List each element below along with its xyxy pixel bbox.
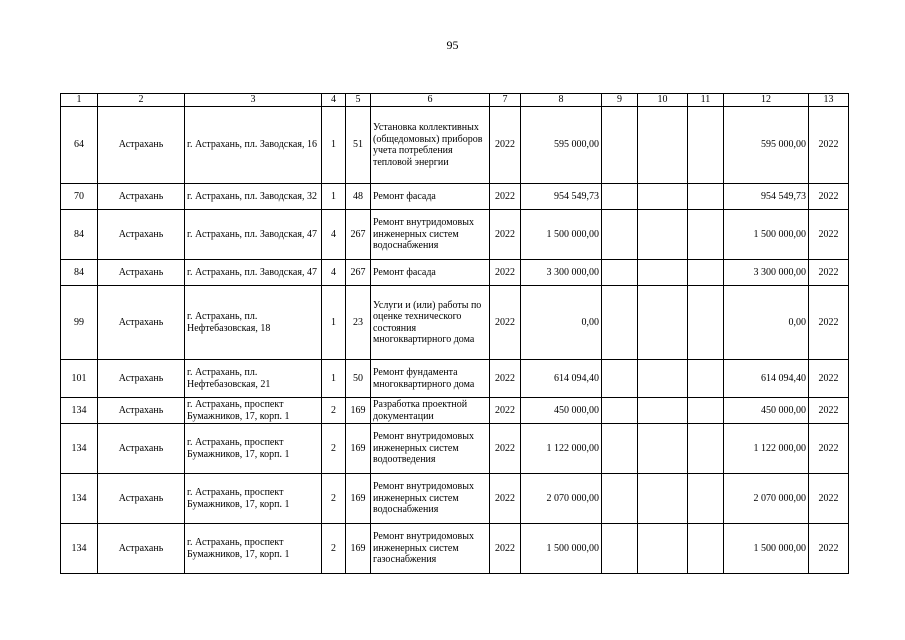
- cell-year: 2022: [490, 286, 521, 360]
- table-row: [61, 210, 849, 260]
- cell-col4: 2: [322, 524, 346, 574]
- cell-city: Астрахань: [98, 286, 185, 360]
- cell-city: Астрахань: [98, 107, 185, 184]
- cell-col13-year: 2022: [809, 474, 849, 524]
- cell-col10: [638, 107, 688, 184]
- table-row: [61, 360, 849, 398]
- cell-col11: [688, 210, 724, 260]
- cell-col5: 267: [346, 210, 371, 260]
- column-header-6: 6: [371, 94, 490, 107]
- cell-col11: [688, 360, 724, 398]
- cell-col13-year: 2022: [809, 210, 849, 260]
- cell-number: 64: [61, 107, 98, 184]
- cell-col11: [688, 260, 724, 286]
- cell-col10: [638, 210, 688, 260]
- cell-col5: 48: [346, 184, 371, 210]
- column-header-10: 10: [638, 94, 688, 107]
- column-header-3: 3: [185, 94, 322, 107]
- cell-col9: [602, 424, 638, 474]
- cell-number: 134: [61, 474, 98, 524]
- cell-address: г. Астрахань, пл. Заводская, 47: [185, 260, 322, 286]
- cell-number: 134: [61, 398, 98, 424]
- cell-address: г. Астрахань, пл. Заводская, 16: [185, 107, 322, 184]
- cell-total-cost: 1 122 000,00: [521, 424, 602, 474]
- cell-total-cost: 2 070 000,00: [521, 474, 602, 524]
- table-row: [61, 107, 849, 184]
- cell-col11: [688, 286, 724, 360]
- cell-col4: 1: [322, 184, 346, 210]
- cell-col11: [688, 184, 724, 210]
- cell-col5: 169: [346, 424, 371, 474]
- cell-col12-cost: 2 070 000,00: [724, 474, 809, 524]
- cell-col5: 267: [346, 260, 371, 286]
- cell-city: Астрахань: [98, 184, 185, 210]
- cell-address: г. Астрахань, пл. Нефтебазовская, 21: [185, 360, 322, 398]
- cell-col11: [688, 107, 724, 184]
- cell-city: Астрахань: [98, 424, 185, 474]
- cell-col13-year: 2022: [809, 360, 849, 398]
- cell-work-type: Ремонт внутридомовых инженерных систем водоснабжения: [371, 210, 490, 260]
- cell-total-cost: 3 300 000,00: [521, 260, 602, 286]
- table-row: [61, 286, 849, 360]
- column-header-7: 7: [490, 94, 521, 107]
- cell-address: г. Астрахань, проспект Бумажников, 17, корп. 1: [185, 424, 322, 474]
- column-header-5: 5: [346, 94, 371, 107]
- cell-col12-cost: 595 000,00: [724, 107, 809, 184]
- cell-work-type: Ремонт фундамента многоквартирного дома: [371, 360, 490, 398]
- cell-col10: [638, 474, 688, 524]
- cell-col9: [602, 398, 638, 424]
- cell-total-cost: 614 094,40: [521, 360, 602, 398]
- cell-col10: [638, 424, 688, 474]
- column-header-4: 4: [322, 94, 346, 107]
- cell-work-type: Установка коллективных (общедомовых) приборов учета потребления тепловой энергии: [371, 107, 490, 184]
- column-header-2: 2: [98, 94, 185, 107]
- cell-number: 134: [61, 424, 98, 474]
- cell-col9: [602, 474, 638, 524]
- cell-number: 84: [61, 260, 98, 286]
- cell-year: 2022: [490, 424, 521, 474]
- column-header-13: 13: [809, 94, 849, 107]
- cell-col4: 1: [322, 107, 346, 184]
- table-row: [61, 424, 849, 474]
- cell-col12-cost: 450 000,00: [724, 398, 809, 424]
- cell-total-cost: 954 549,73: [521, 184, 602, 210]
- column-header-12: 12: [724, 94, 809, 107]
- cell-col5: 169: [346, 524, 371, 574]
- cell-address: г. Астрахань, пл. Нефтебазовская, 18: [185, 286, 322, 360]
- cell-col4: 4: [322, 260, 346, 286]
- cell-address: г. Астрахань, пл. Заводская, 32: [185, 184, 322, 210]
- cell-work-type: Ремонт внутридомовых инженерных систем газоснабжения: [371, 524, 490, 574]
- cell-col10: [638, 286, 688, 360]
- cell-address: г. Астрахань, проспект Бумажников, 17, корп. 1: [185, 474, 322, 524]
- cell-work-type: Разработка проектной документации: [371, 398, 490, 424]
- cell-col9: [602, 286, 638, 360]
- cell-col12-cost: 1 500 000,00: [724, 524, 809, 574]
- cell-col13-year: 2022: [809, 286, 849, 360]
- cell-city: Астрахань: [98, 398, 185, 424]
- cell-col4: 2: [322, 398, 346, 424]
- cell-col4: 4: [322, 210, 346, 260]
- cell-total-cost: 450 000,00: [521, 398, 602, 424]
- cell-col13-year: 2022: [809, 524, 849, 574]
- cell-col10: [638, 184, 688, 210]
- cell-col5: 23: [346, 286, 371, 360]
- cell-number: 134: [61, 524, 98, 574]
- cell-col11: [688, 524, 724, 574]
- cell-col4: 2: [322, 474, 346, 524]
- cell-city: Астрахань: [98, 360, 185, 398]
- cell-col9: [602, 107, 638, 184]
- cell-total-cost: 0,00: [521, 286, 602, 360]
- cell-col10: [638, 260, 688, 286]
- cell-year: 2022: [490, 398, 521, 424]
- cell-col9: [602, 524, 638, 574]
- column-header-11: 11: [688, 94, 724, 107]
- cell-col10: [638, 398, 688, 424]
- cell-col9: [602, 260, 638, 286]
- cell-col5: 51: [346, 107, 371, 184]
- cell-col10: [638, 360, 688, 398]
- cell-col13-year: 2022: [809, 424, 849, 474]
- cell-col11: [688, 424, 724, 474]
- cell-city: Астрахань: [98, 210, 185, 260]
- cell-col5: 169: [346, 474, 371, 524]
- cell-city: Астрахань: [98, 260, 185, 286]
- column-header-9: 9: [602, 94, 638, 107]
- cell-col12-cost: 1 500 000,00: [724, 210, 809, 260]
- cell-col9: [602, 210, 638, 260]
- column-number-row: [61, 94, 849, 107]
- registry-table: [60, 93, 849, 574]
- cell-col9: [602, 360, 638, 398]
- cell-year: 2022: [490, 210, 521, 260]
- cell-col13-year: 2022: [809, 398, 849, 424]
- cell-col12-cost: 3 300 000,00: [724, 260, 809, 286]
- cell-year: 2022: [490, 524, 521, 574]
- column-header-1: 1: [61, 94, 98, 107]
- page-number: 95: [446, 38, 459, 52]
- cell-col5: 50: [346, 360, 371, 398]
- cell-number: 101: [61, 360, 98, 398]
- cell-col4: 1: [322, 286, 346, 360]
- table-row: [61, 524, 849, 574]
- cell-col5: 169: [346, 398, 371, 424]
- cell-number: 99: [61, 286, 98, 360]
- cell-col13-year: 2022: [809, 107, 849, 184]
- cell-col11: [688, 398, 724, 424]
- cell-work-type: Услуги и (или) работы по оценке технического состояния многоквартирного дома: [371, 286, 490, 360]
- cell-year: 2022: [490, 107, 521, 184]
- cell-year: 2022: [490, 474, 521, 524]
- table-row: [61, 398, 849, 424]
- cell-total-cost: 595 000,00: [521, 107, 602, 184]
- cell-col12-cost: 954 549,73: [724, 184, 809, 210]
- column-header-8: 8: [521, 94, 602, 107]
- cell-work-type: Ремонт внутридомовых инженерных систем водоотведения: [371, 424, 490, 474]
- cell-address: г. Астрахань, проспект Бумажников, 17, корп. 1: [185, 524, 322, 574]
- cell-col4: 2: [322, 424, 346, 474]
- cell-work-type: Ремонт фасада: [371, 260, 490, 286]
- cell-work-type: Ремонт внутридомовых инженерных систем водоснабжения: [371, 474, 490, 524]
- cell-year: 2022: [490, 260, 521, 286]
- table-row: [61, 260, 849, 286]
- cell-total-cost: 1 500 000,00: [521, 524, 602, 574]
- cell-col12-cost: 0,00: [724, 286, 809, 360]
- cell-year: 2022: [490, 184, 521, 210]
- cell-year: 2022: [490, 360, 521, 398]
- cell-city: Астрахань: [98, 474, 185, 524]
- table-row: [61, 474, 849, 524]
- cell-address: г. Астрахань, пл. Заводская, 47: [185, 210, 322, 260]
- cell-total-cost: 1 500 000,00: [521, 210, 602, 260]
- cell-number: 70: [61, 184, 98, 210]
- cell-col12-cost: 614 094,40: [724, 360, 809, 398]
- cell-col13-year: 2022: [809, 260, 849, 286]
- cell-address: г. Астрахань, проспект Бумажников, 17, корп. 1: [185, 398, 322, 424]
- cell-col10: [638, 524, 688, 574]
- cell-col12-cost: 1 122 000,00: [724, 424, 809, 474]
- cell-col9: [602, 184, 638, 210]
- cell-col4: 1: [322, 360, 346, 398]
- cell-city: Астрахань: [98, 524, 185, 574]
- cell-col13-year: 2022: [809, 184, 849, 210]
- cell-number: 84: [61, 210, 98, 260]
- cell-col11: [688, 474, 724, 524]
- table-row: [61, 184, 849, 210]
- cell-work-type: Ремонт фасада: [371, 184, 490, 210]
